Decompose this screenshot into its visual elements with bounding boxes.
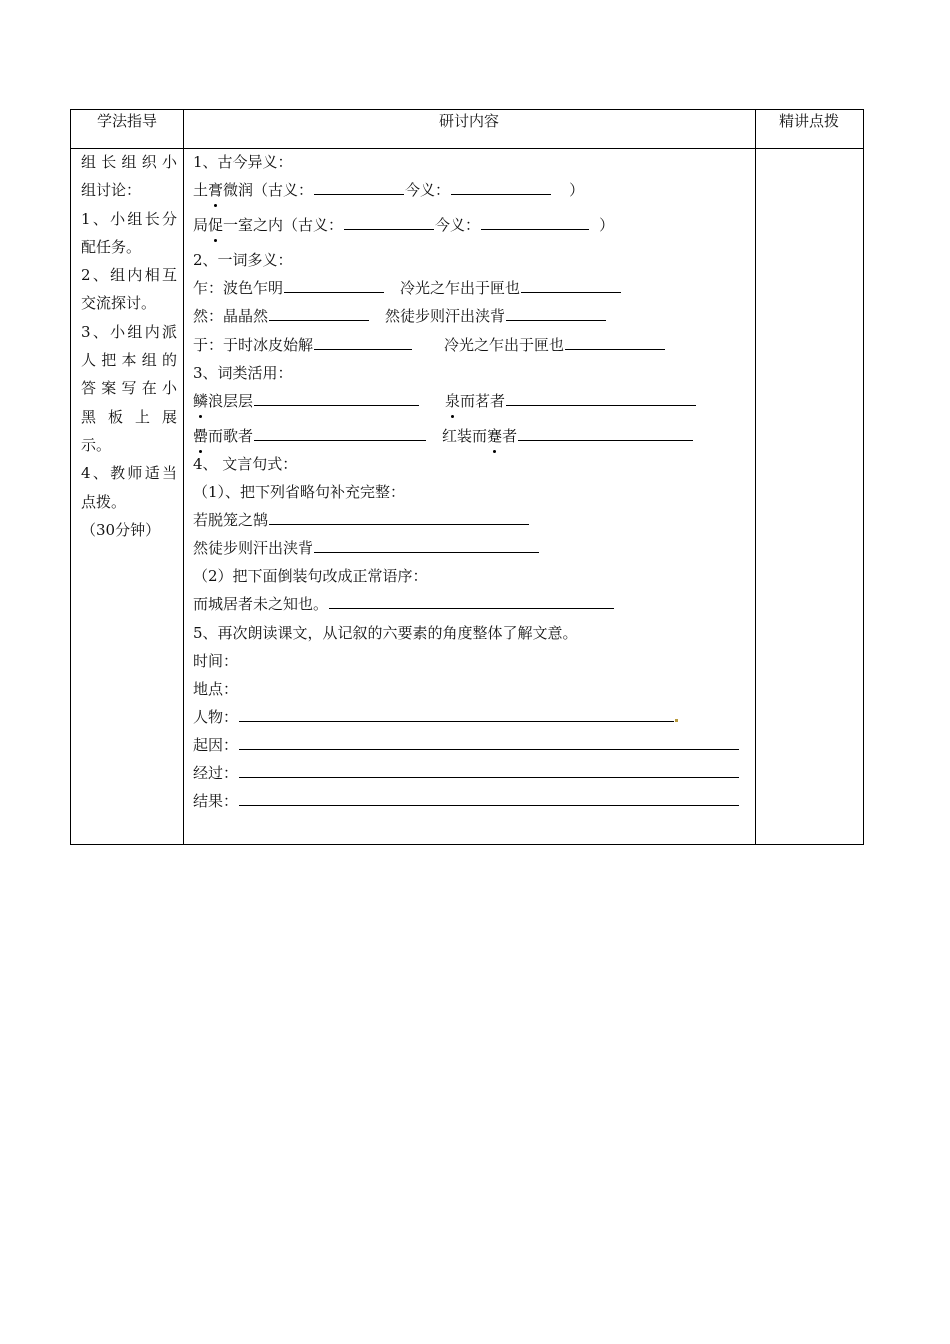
answer-blank[interactable]: [518, 423, 693, 441]
study-table: [70, 109, 864, 845]
header-content: 研讨内容: [438, 112, 499, 130]
answer-blank[interactable]: [239, 704, 674, 722]
emphasis-dot: 罍: [193, 422, 208, 450]
answer-blank[interactable]: [314, 332, 412, 350]
emphasis-dot: 鳞: [193, 387, 208, 415]
emphasis-dot: 促: [208, 211, 223, 239]
guidance-line: 配任务。: [81, 237, 142, 256]
answer-blank[interactable]: [269, 507, 529, 525]
header-guidance: 学法指导: [96, 112, 157, 130]
answer-blank[interactable]: [284, 275, 384, 293]
answer-blank[interactable]: [521, 275, 621, 293]
emphasis-dot: 蹇: [487, 422, 502, 450]
answer-blank[interactable]: [254, 388, 419, 406]
answer-blank[interactable]: [506, 303, 606, 321]
answer-blank[interactable]: [314, 177, 404, 195]
section-title: 5、再次朗读课文，从记叙的六要素的角度整体了解文意。: [193, 623, 578, 642]
guidance-line: 交流探讨。: [81, 294, 157, 313]
section-title: 4、 文言句式：: [193, 454, 298, 473]
emphasis-dot: 膏: [208, 176, 223, 204]
section-title: 2、一词多义：: [193, 251, 293, 270]
answer-blank[interactable]: [481, 212, 589, 230]
header-notes: 精讲点拨: [778, 112, 839, 130]
guidance-line: 人把本组的: [81, 351, 177, 370]
guidance-line: 4、教师适当: [81, 464, 177, 483]
guidance-line: 答案写在小: [81, 379, 177, 398]
column-divider: [755, 110, 756, 844]
guidance-line: 示。: [81, 435, 112, 454]
column-divider: [183, 110, 184, 844]
guidance-line: 点拨。: [81, 492, 127, 511]
guidance-column: [81, 148, 177, 544]
answer-blank[interactable]: [506, 388, 696, 406]
guidance-line: 3、小组内派: [81, 322, 177, 341]
answer-blank[interactable]: [239, 760, 739, 778]
emphasis-dot: 泉: [445, 387, 460, 415]
answer-blank[interactable]: [451, 177, 551, 195]
guidance-line: 1、小组长分: [81, 209, 177, 228]
discussion-content: 1、古今异义： 土膏微润（古义： 今义： ） 局促一室之内（古义： 今义： ） 2、一词多义： 乍：波色乍明 冷光之乍出于匣也 然：晶晶然 然徒步则汗出浃背 于：于时冰皮始解 冷光之乍出于匣也 3、词类活用： 鳞浪层层 泉而茗者 罍而歌者 红装而蹇者 4、 文言句式： （1）、把下列省略句补充完整： 若脱笼之鹄 然徒步则汗出浃背 （2）把下面倒装句改成正常语序： 而城居者未之知也。 5、再次朗读课文，从记叙的六要素的角度整体了解文意。 时间： 地点： 人物： 起因： 经过： 结果：: [193, 148, 748, 815]
answer-blank[interactable]: [239, 788, 739, 806]
guidance-line: 组讨论：: [81, 181, 142, 200]
guidance-line: 黑板上展: [81, 407, 177, 426]
guidance-line: 组长组织小: [81, 153, 177, 171]
section-title: 3、词类活用：: [193, 363, 293, 382]
answer-blank[interactable]: [269, 303, 369, 321]
answer-blank[interactable]: [314, 535, 539, 553]
answer-blank[interactable]: [239, 732, 739, 750]
answer-blank[interactable]: [565, 332, 665, 350]
guidance-line: （30分钟）: [81, 520, 161, 539]
answer-blank[interactable]: [329, 591, 614, 609]
section-title: 1、古今异义：: [193, 153, 293, 171]
ink-mark: [675, 719, 678, 722]
answer-blank[interactable]: [254, 423, 426, 441]
guidance-line: 2、组内相互: [81, 266, 177, 285]
answer-blank[interactable]: [344, 212, 434, 230]
